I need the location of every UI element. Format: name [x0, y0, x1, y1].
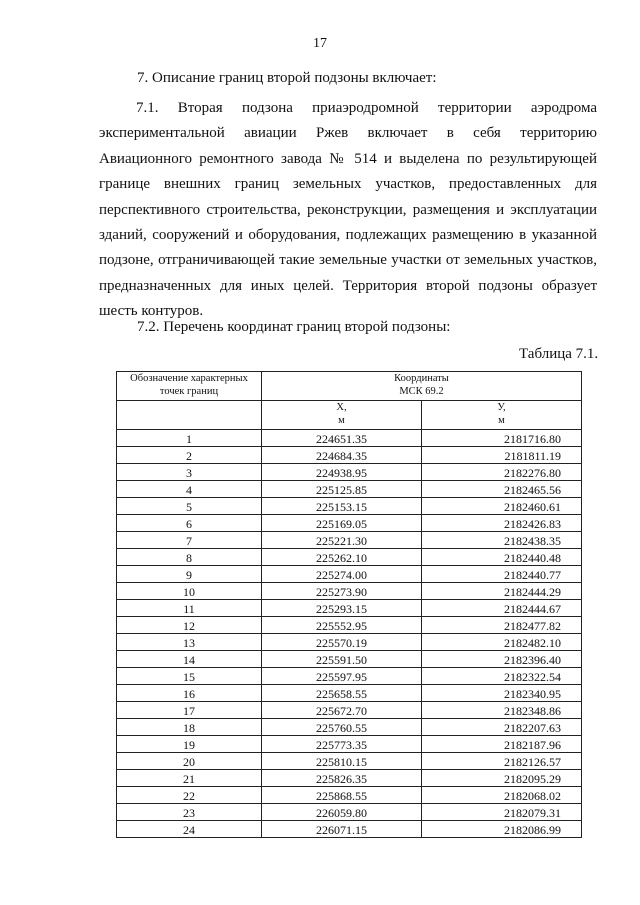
table-row: [117, 532, 582, 549]
x-header-label: Х,: [336, 402, 347, 413]
x-coordinate: 225810.15: [262, 753, 422, 770]
point-number: 13: [117, 634, 262, 651]
table-row: [117, 770, 582, 787]
table-row: [117, 600, 582, 617]
table-row: [117, 736, 582, 753]
x-coordinate: 225169.05: [262, 515, 422, 532]
x-coordinate: 225591.50: [262, 651, 422, 668]
x-coordinate: 225868.55: [262, 787, 422, 804]
point-number: 19: [117, 736, 262, 753]
paragraph-7-1: 7.1. Вторая подзона приаэродромной территории аэродрома экспериментальной авиации Ржев включает в себя территорию Авиационного ремонтного завода № 514 и выделена по результирующей границе внешних границ земельных участков, предоставленных для перспективного строительства, реконструкции, размещения и эксплуатации зданий, сооружений и оборудования, подлежащих размещению в указанной подзоне, отграничивающей такие земельные участки от земельных участков, предназначенных для иных целей. Территория второй подзоны образует шесть контуров.: [99, 100, 597, 320]
y-header-unit: м: [498, 415, 505, 426]
table-row: [117, 617, 582, 634]
point-number: 6: [117, 515, 262, 532]
y-coordinate: 2182340.95: [422, 685, 582, 702]
table-row: [117, 447, 582, 464]
y-coordinate: 2182079.31: [422, 804, 582, 821]
point-number: 24: [117, 821, 262, 838]
x-coordinate: 225273.90: [262, 583, 422, 600]
y-coordinate: 2182095.29: [422, 770, 582, 787]
x-coordinate: 226059.80: [262, 804, 422, 821]
coordinates-header-line1: Координаты: [394, 373, 449, 384]
x-coordinate: 225221.30: [262, 532, 422, 549]
point-number: 12: [117, 617, 262, 634]
y-coordinate: 2182460.61: [422, 498, 582, 515]
table-row: [117, 702, 582, 719]
x-coordinate: 225597.95: [262, 668, 422, 685]
x-coordinate: 224651.35: [262, 430, 422, 447]
table-row: [117, 821, 582, 838]
page-number: 17: [313, 36, 327, 51]
coordinates-table: [116, 371, 582, 838]
y-coordinate: 2182396.40: [422, 651, 582, 668]
y-header-label: У,: [497, 402, 506, 413]
x-coordinate: 225658.55: [262, 685, 422, 702]
y-coordinate: 2182440.77: [422, 566, 582, 583]
x-coordinate: 224938.95: [262, 464, 422, 481]
table-row: [117, 583, 582, 600]
x-coordinate: 225773.35: [262, 736, 422, 753]
y-coordinate: 2181811.19: [422, 447, 582, 464]
y-coordinate: 2182426.83: [422, 515, 582, 532]
point-number: 4: [117, 481, 262, 498]
table-row: [117, 464, 582, 481]
table-row: [117, 430, 582, 447]
y-coordinate: 2182477.82: [422, 617, 582, 634]
y-coordinate: 2182068.02: [422, 787, 582, 804]
x-coordinate: 225274.00: [262, 566, 422, 583]
point-number: 20: [117, 753, 262, 770]
point-number: 18: [117, 719, 262, 736]
table-row: [117, 719, 582, 736]
y-coordinate: 2182322.54: [422, 668, 582, 685]
y-coordinate: 2182276.80: [422, 464, 582, 481]
points-column-header-text: Обозначение характерных точек границ: [130, 373, 248, 397]
table-row: [117, 753, 582, 770]
table-row: [117, 685, 582, 702]
point-number: 11: [117, 600, 262, 617]
point-number: 23: [117, 804, 262, 821]
table-row: [117, 668, 582, 685]
y-coordinate: 2182187.96: [422, 736, 582, 753]
point-number: 3: [117, 464, 262, 481]
point-number: 10: [117, 583, 262, 600]
x-coordinate: 225293.15: [262, 600, 422, 617]
point-number: 8: [117, 549, 262, 566]
y-coordinate: 2182465.56: [422, 481, 582, 498]
x-coordinate: 225125.85: [262, 481, 422, 498]
y-coordinate: 2182438.35: [422, 532, 582, 549]
points-subheader-empty: [117, 401, 262, 430]
point-number: 2: [117, 447, 262, 464]
point-number: 9: [117, 566, 262, 583]
section-heading: 7. Описание границ второй подзоны включает:: [137, 70, 437, 86]
subheading-7-2: 7.2. Перечень координат границ второй подзоны:: [137, 319, 451, 335]
y-coordinate: 2182444.67: [422, 600, 582, 617]
point-number: 7: [117, 532, 262, 549]
y-coordinate: 2182440.48: [422, 549, 582, 566]
table-row: [117, 804, 582, 821]
x-coordinate: 225153.15: [262, 498, 422, 515]
y-coordinate: 2182348.86: [422, 702, 582, 719]
y-coordinate: 2181716.80: [422, 430, 582, 447]
y-coordinate: 2182444.29: [422, 583, 582, 600]
point-number: 15: [117, 668, 262, 685]
table-row: [117, 787, 582, 804]
point-number: 17: [117, 702, 262, 719]
x-coordinate: 225760.55: [262, 719, 422, 736]
coordinates-table-body: [117, 430, 582, 838]
y-coordinate: 2182207.63: [422, 719, 582, 736]
x-coordinate: 225262.10: [262, 549, 422, 566]
table-row: [117, 515, 582, 532]
x-coordinate: 225826.35: [262, 770, 422, 787]
point-number: 14: [117, 651, 262, 668]
coordinates-header-line2: МСК 69.2: [399, 386, 444, 397]
x-header-unit: м: [338, 415, 345, 426]
point-number: 5: [117, 498, 262, 515]
point-number: 1: [117, 430, 262, 447]
table-row: [117, 651, 582, 668]
x-column-header: [262, 401, 422, 430]
table-caption: Таблица 7.1.: [519, 346, 599, 362]
point-number: 22: [117, 787, 262, 804]
y-coordinate: 2182482.10: [422, 634, 582, 651]
y-column-header: [422, 401, 582, 430]
points-column-header: [117, 372, 262, 401]
table-row: [117, 634, 582, 651]
x-coordinate: 225570.19: [262, 634, 422, 651]
coordinates-group-header: [262, 372, 582, 401]
x-coordinate: 225672.70: [262, 702, 422, 719]
y-coordinate: 2182126.57: [422, 753, 582, 770]
x-coordinate: 224684.35: [262, 447, 422, 464]
table-row: [117, 481, 582, 498]
x-coordinate: 225552.95: [262, 617, 422, 634]
table-row: [117, 498, 582, 515]
point-number: 16: [117, 685, 262, 702]
x-coordinate: 226071.15: [262, 821, 422, 838]
y-coordinate: 2182086.99: [422, 821, 582, 838]
table-row: [117, 566, 582, 583]
table-row: [117, 549, 582, 566]
point-number: 21: [117, 770, 262, 787]
